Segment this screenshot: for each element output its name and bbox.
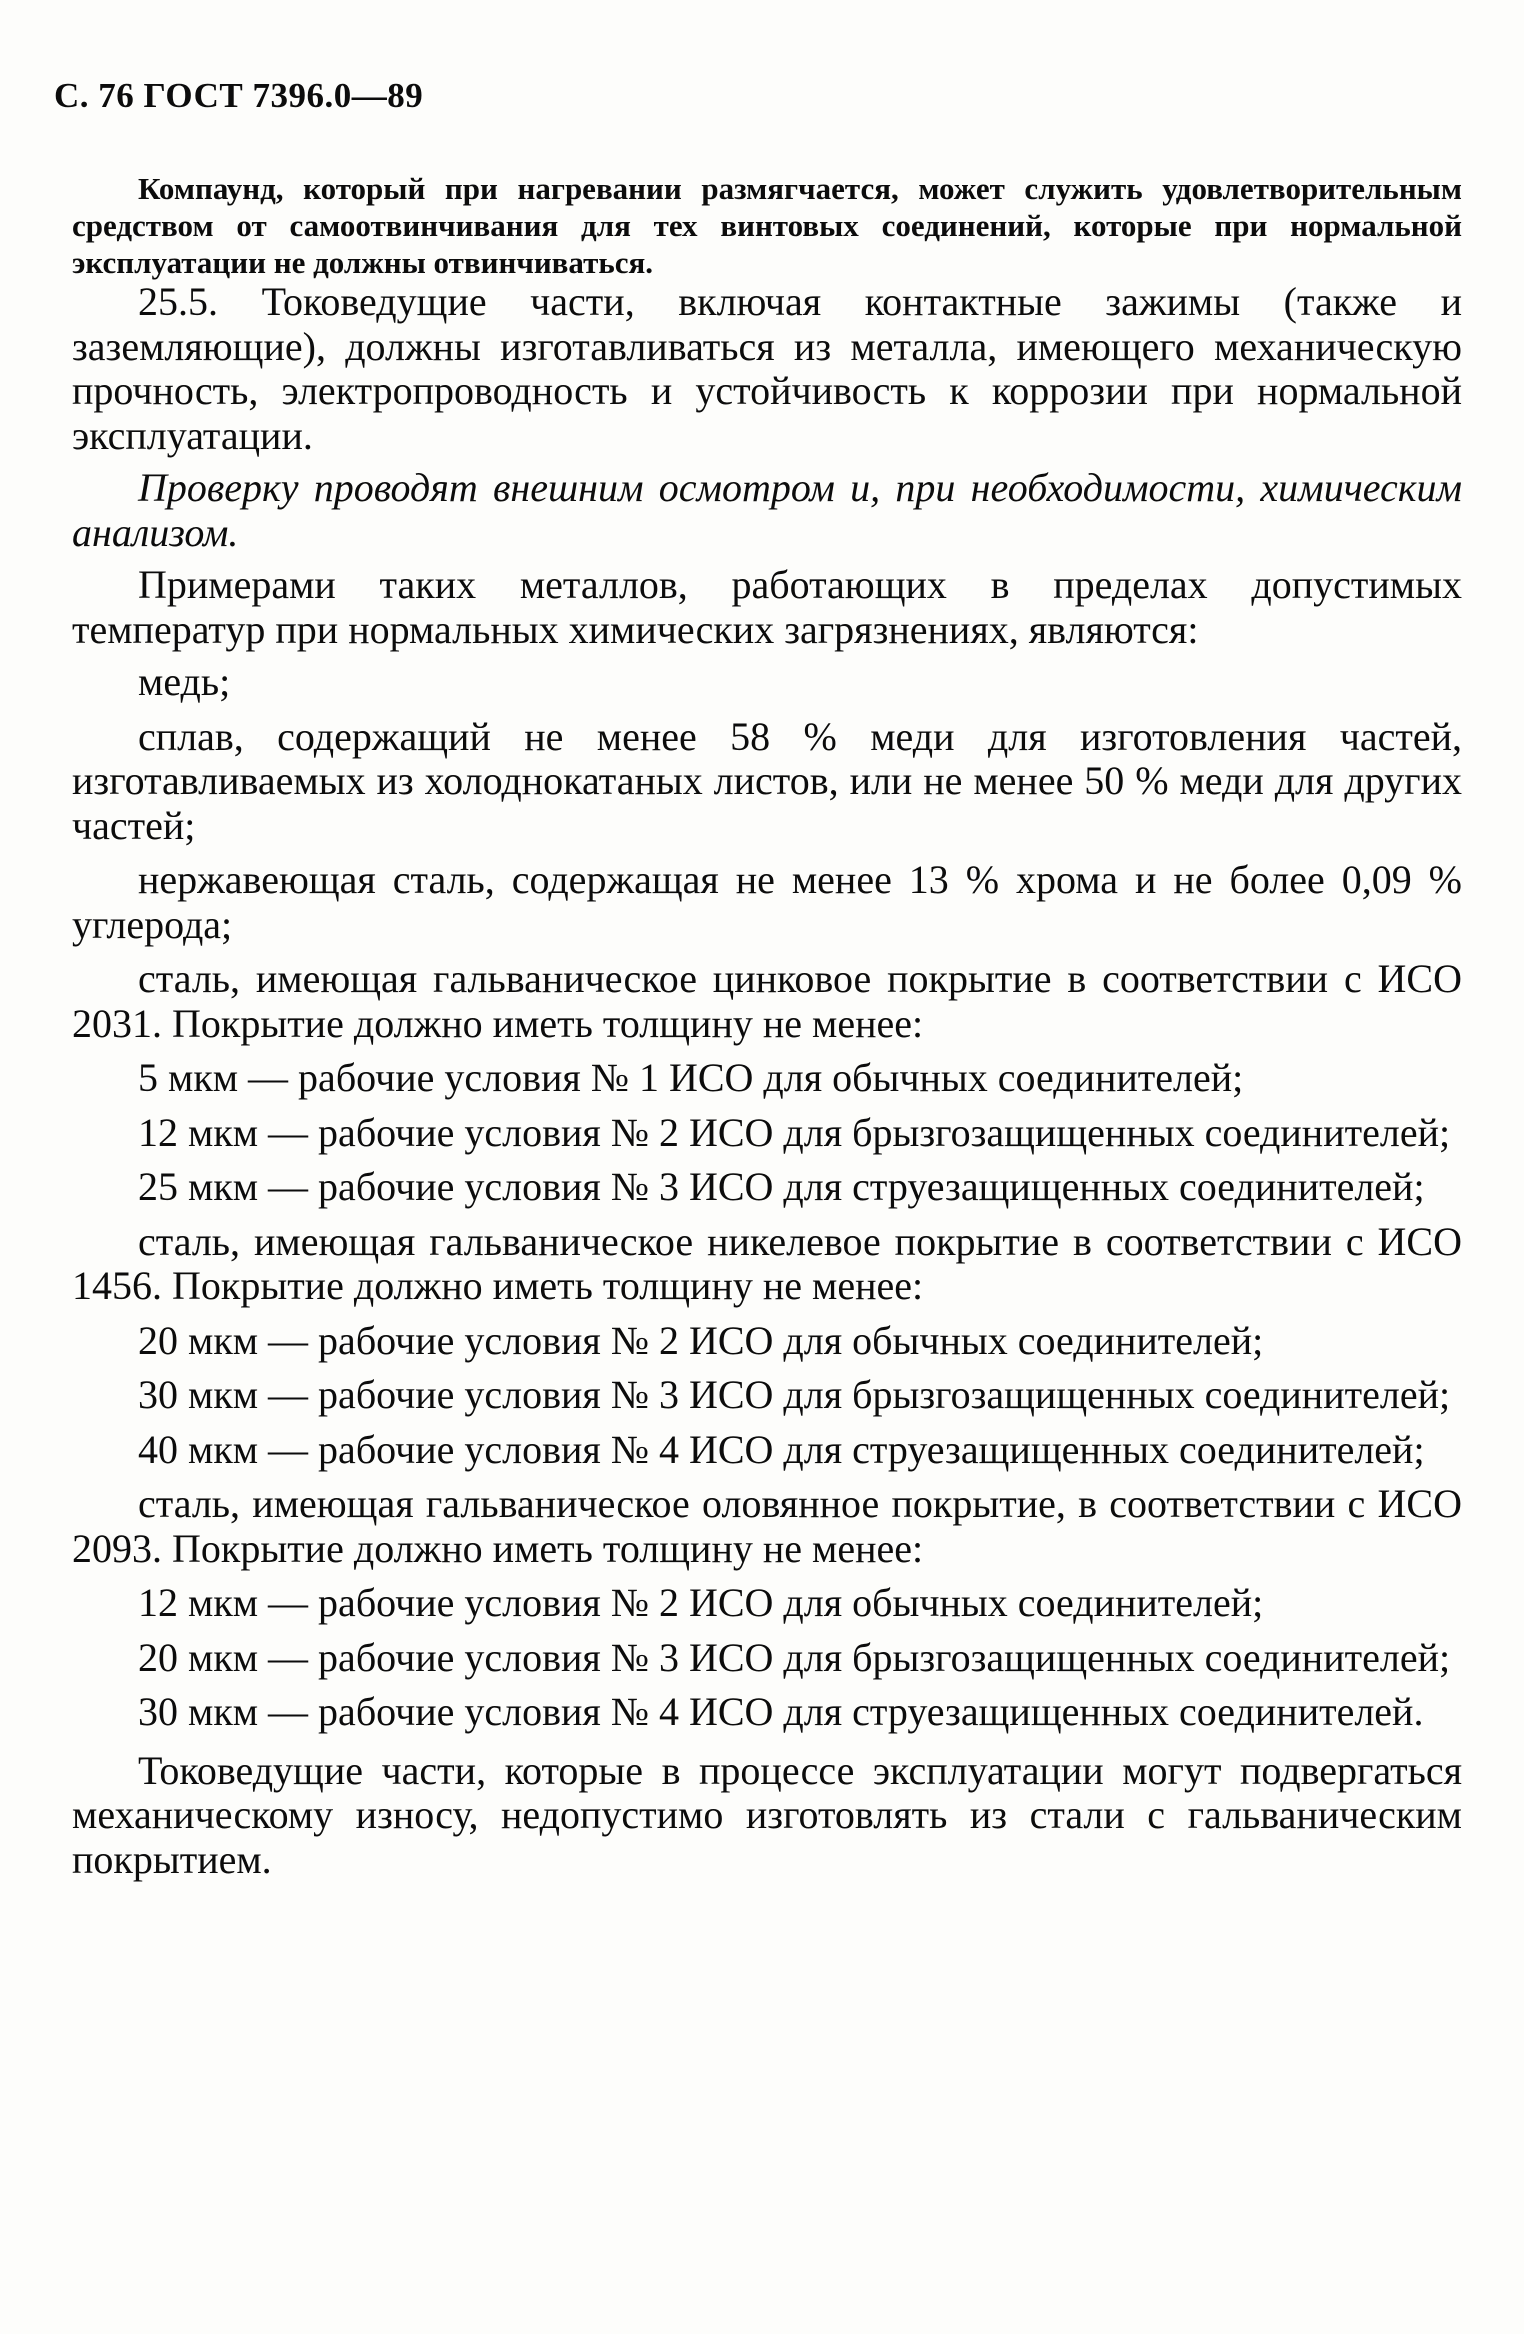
list-item: 40 мкм — рабочие условия № 4 ИСО для струезащищенных соединителей; (138, 1426, 1425, 1472)
final-paragraph: Токоведущие части, которые в процессе эксплуатации могут подвергаться механическому износу, недопустимо изготовлять из стали с гальваническим покрытием. (72, 1747, 1462, 1882)
clause-25-5: 25.5. Токоведущие части, включая контактные зажимы (также и заземляющие), должны изготавливаться из металла, имеющего механическую прочность, электропроводность и устойчивость к коррозии при нормальной эксплуатации. (72, 279, 1462, 458)
list-item: 20 мкм — рабочие условия № 3 ИСО для брызгозащищенных соединителей; (138, 1634, 1451, 1680)
list-item: сталь, имеющая гальваническое никелевое покрытие в соответствии с ИСО 1456. Покрытие должно иметь толщину не менее: (72, 1218, 1462, 1308)
list-item: сталь, имеющая гальваническое оловянное покрытие, в соответствии с ИСО 2093. Покрытие должно иметь толщину не менее: (72, 1481, 1462, 1571)
list-item: сталь, имеющая гальваническое цинковое покрытие в соответствии с ИСО 2031. Покрытие должно иметь толщину не менее: (72, 956, 1462, 1046)
compound-note: Компаунд, который при нагревании размягчается, может служить удовлетворительным средством от самоотвинчивания для тех винтовых соединений, которые при нормальной эксплуатации не должны отвинчиваться. (72, 171, 1462, 280)
list-item: нержавеющая сталь, содержащая не менее 13 % хрома и не более 0,09 % углерода; (72, 857, 1462, 947)
document-body (72, 280, 1462, 1890)
check-method: Проверку проводят внешним осмотром и, при необходимости, химическим анализом. (72, 465, 1462, 555)
list-item: 20 мкм — рабочие условия № 2 ИСО для обычных соединителей; (138, 1317, 1264, 1363)
list-item: 30 мкм — рабочие условия № 4 ИСО для струезащищенных соединителей. (138, 1689, 1424, 1734)
list-item: 5 мкм — рабочие условия № 1 ИСО для обычных соединителей; (138, 1055, 1244, 1100)
list-item: 25 мкм — рабочие условия № 3 ИСО для струезащищенных соединителей; (138, 1164, 1425, 1209)
examples-intro: Примерами таких металлов, работающих в пределах допустимых температур при нормальных химических загрязнениях, являются: (72, 562, 1462, 652)
list-item: сплав, содержащий не менее 58 % меди для изготовления частей, изготавливаемых из холоднокатаных листов, или не менее 50 % меди для других частей; (72, 713, 1462, 848)
list-item: 12 мкм — рабочие условия № 2 ИСО для брызгозащищенных соединителей; (138, 1109, 1451, 1155)
list-item: 30 мкм — рабочие условия № 3 ИСО для брызгозащищенных соединителей; (138, 1372, 1451, 1417)
list-item: 12 мкм — рабочие условия № 2 ИСО для обычных соединителей; (138, 1580, 1264, 1625)
page-header: С. 76 ГОСТ 7396.0—89 (54, 76, 424, 115)
list-item: медь; (138, 659, 231, 704)
